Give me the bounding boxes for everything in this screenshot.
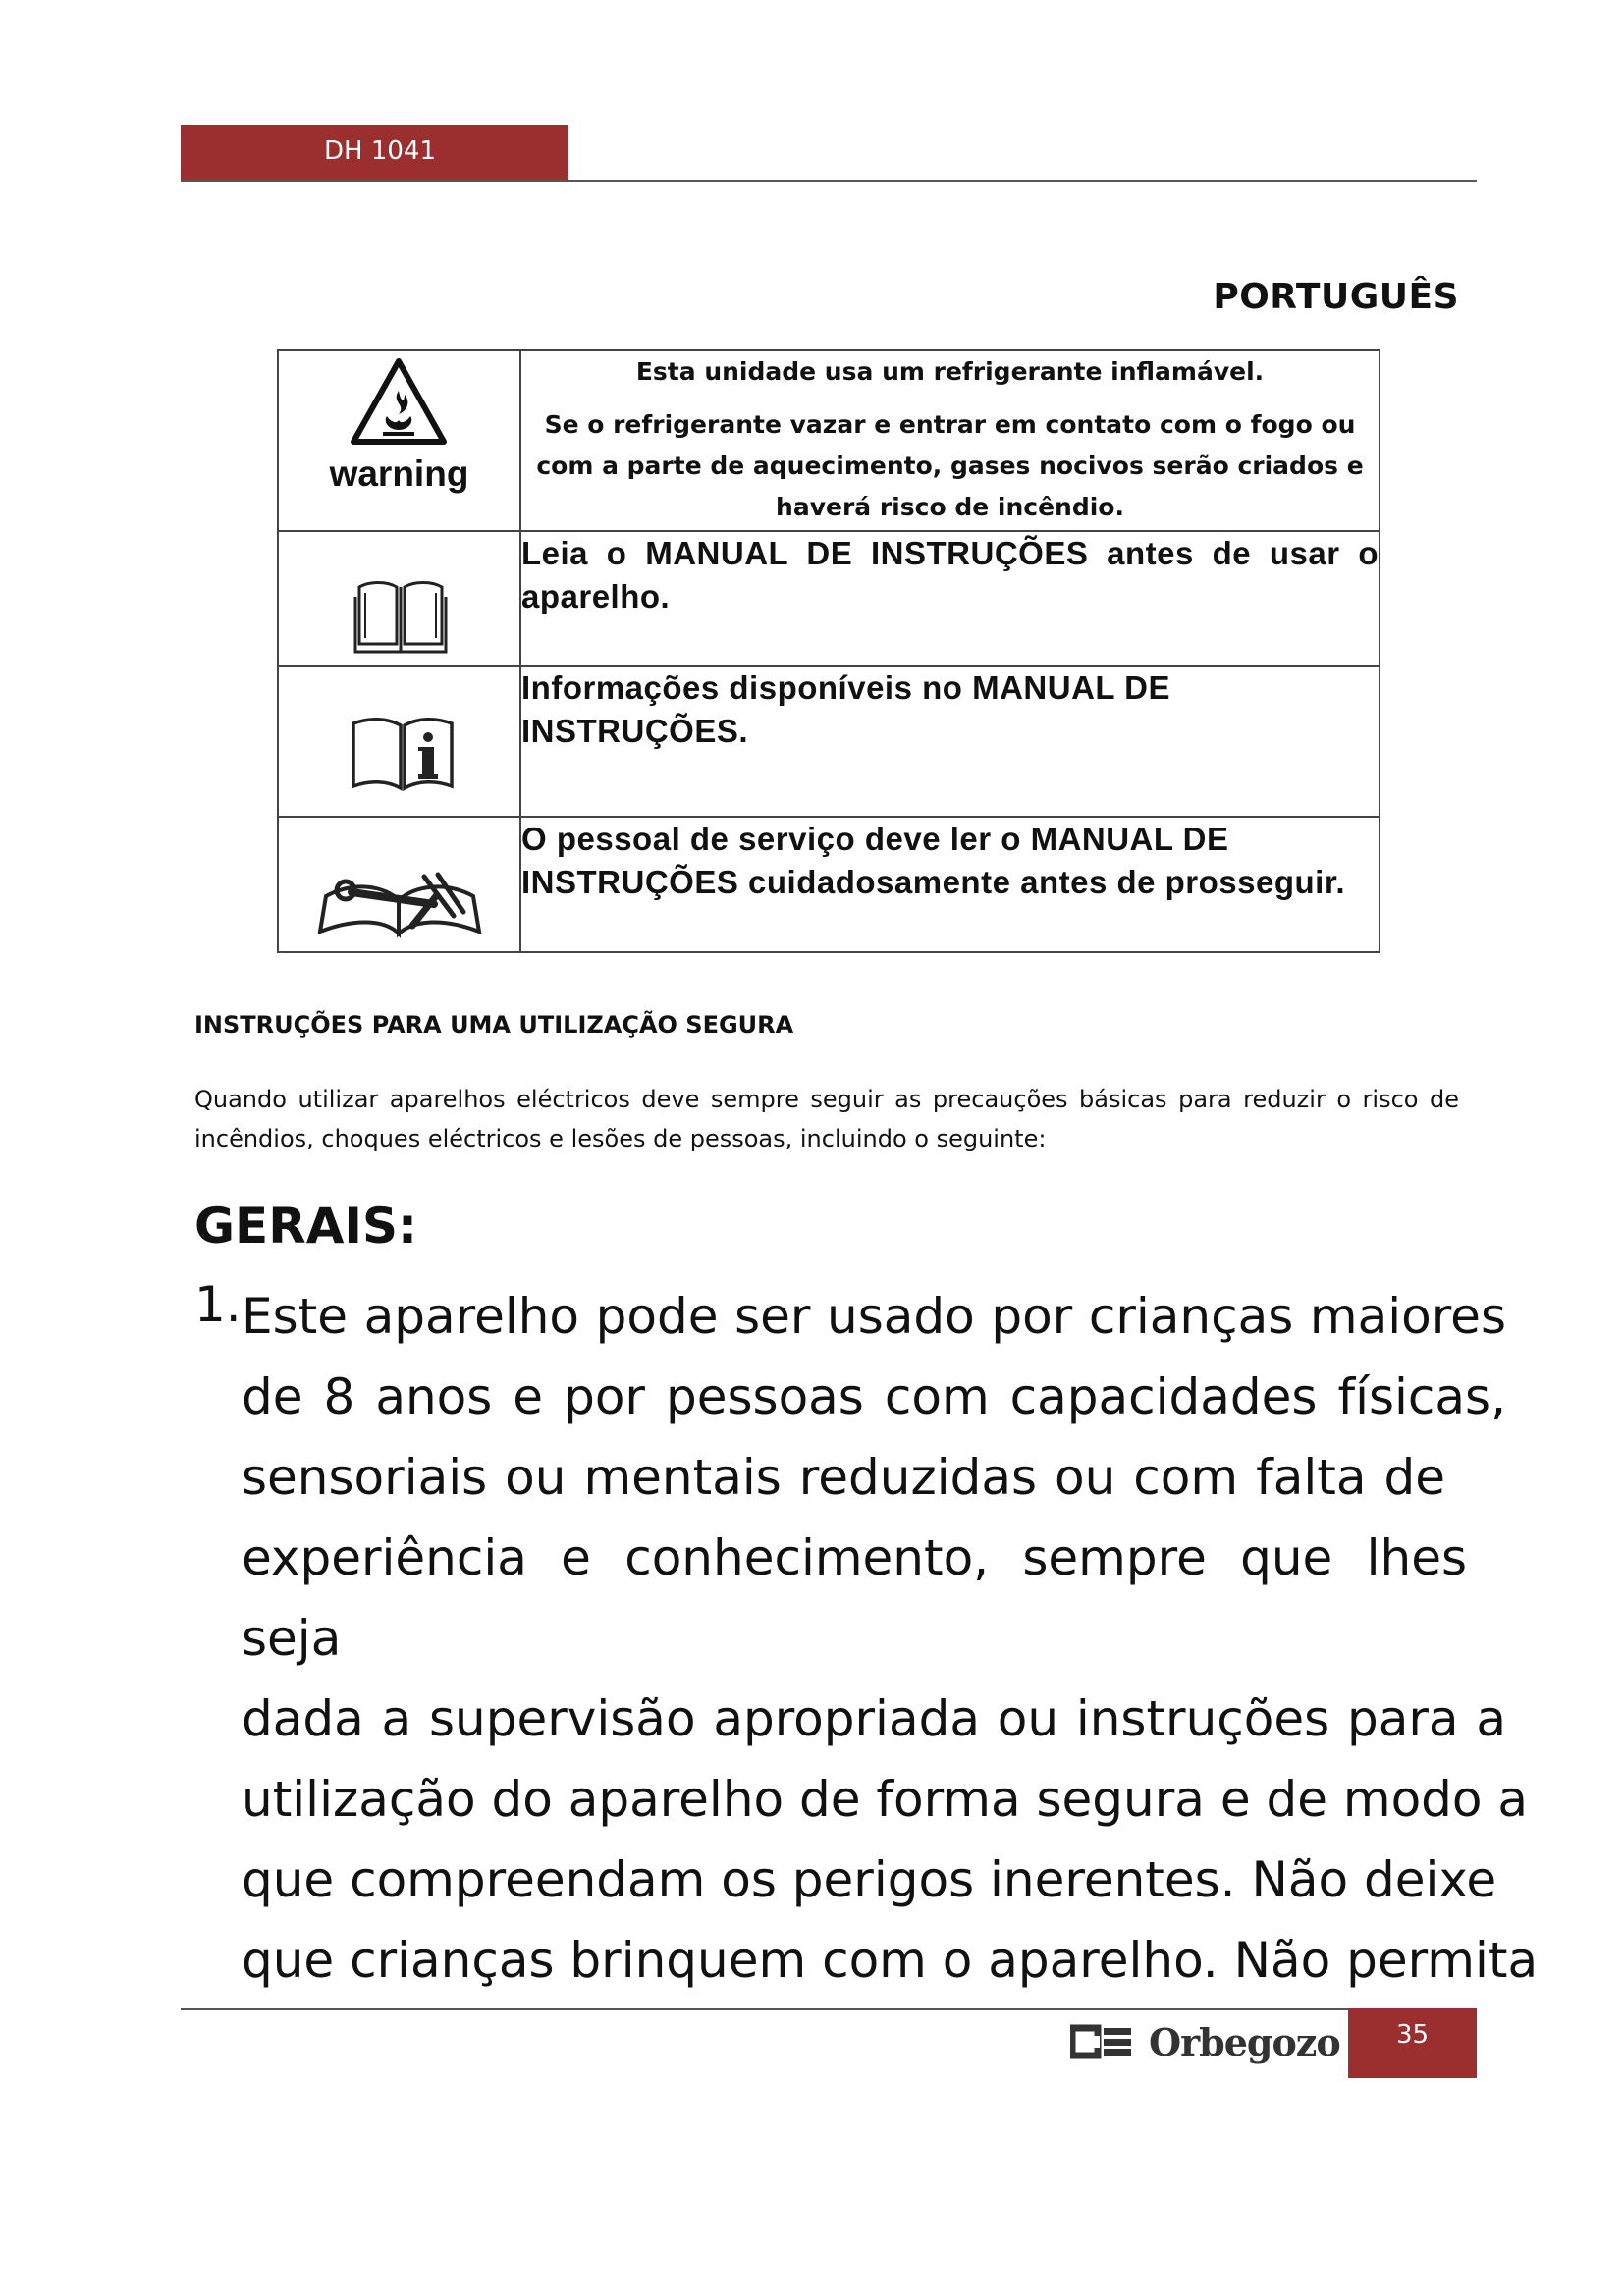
read-manual-text-cell bbox=[520, 531, 1380, 666]
model-number: DH 1041 bbox=[324, 136, 437, 166]
flammable-line1: Esta unidade usa um refrigerante inflamável. bbox=[635, 357, 1265, 386]
page-number: 35 bbox=[1395, 2020, 1430, 2050]
flammable-warning-icon bbox=[350, 357, 448, 448]
info-icon-cell bbox=[278, 666, 520, 817]
info-text-cell bbox=[520, 666, 1380, 817]
info-book-icon bbox=[350, 714, 456, 792]
general-item-1 bbox=[242, 1276, 1539, 2001]
header-model-tab bbox=[181, 125, 568, 180]
flammable-text-cell bbox=[520, 350, 1380, 531]
info-text: Informações disponíveis no MANUAL DE INSTRUÇÕES. bbox=[521, 669, 1170, 749]
warning-row-info bbox=[278, 666, 1380, 817]
brand-name: Orbegozo bbox=[1149, 2020, 1340, 2064]
language-label: PORTUGUÊS bbox=[1213, 277, 1459, 317]
warning-row-service bbox=[278, 817, 1380, 952]
brand-logo-icon bbox=[1070, 2024, 1133, 2059]
warning-row-read-manual bbox=[278, 531, 1380, 666]
general-heading: GERAIS: bbox=[194, 1198, 418, 1255]
manual-icon-cell bbox=[278, 531, 520, 666]
item-line: sensoriais ou mentais reduzidas ou com falta de bbox=[242, 1449, 1445, 1506]
read-manual-text: Leia o MANUAL DE INSTRUÇÕES antes de usar o aparelho. bbox=[521, 535, 1379, 614]
item-line: dada a supervisão apropriada ou instruções para a bbox=[242, 1690, 1506, 1747]
flammable-icon-cell bbox=[278, 350, 520, 531]
warning-label: warning bbox=[329, 454, 469, 494]
footer-divider bbox=[181, 2008, 1477, 2010]
service-text: O pessoal de serviço deve ler o MANUAL DE INSTRUÇÕES cuidadosamente antes de prosseguir. bbox=[521, 821, 1346, 900]
item-number: 1. bbox=[194, 1276, 242, 1333]
flammable-line2: Se o refrigerante vazar e entrar em contato com o fogo ou com a parte de aquecimento, gases nocivos serão criados e haverá risco de incêndio. bbox=[536, 410, 1364, 521]
manual-book-icon bbox=[353, 573, 448, 656]
section-title: INSTRUÇÕES PARA UMA UTILIZAÇÃO SEGURA bbox=[194, 1011, 794, 1039]
warning-row-flammable bbox=[278, 350, 1380, 531]
item-line: que crianças brinquem com o aparelho. Não permita bbox=[242, 1932, 1539, 1989]
service-icon-cell bbox=[278, 817, 520, 952]
warning-table bbox=[277, 349, 1380, 953]
item-line: que compreendam os perigos inerentes. Não deixe bbox=[242, 1851, 1497, 1908]
item-line: utilização do aparelho de forma segura e de modo a bbox=[242, 1771, 1529, 1828]
item-line: Este aparelho pode ser usado por crianças maiores bbox=[242, 1288, 1506, 1345]
service-manual-icon bbox=[316, 857, 483, 939]
footer-page-tab bbox=[1348, 2008, 1477, 2078]
item-line: experiência e conhecimento, sempre que lhes seja bbox=[242, 1529, 1467, 1667]
service-text-cell bbox=[520, 817, 1380, 952]
header-divider bbox=[181, 180, 1477, 182]
intro-paragraph: Quando utilizar aparelhos eléctricos deve sempre seguir as precauções básicas para reduzir o risco de incêndios, choques eléctricos e lesões de pessoas, incluindo o seguinte: bbox=[194, 1086, 1459, 1152]
item-line: de 8 anos e por pessoas com capacidades físicas, bbox=[242, 1368, 1506, 1425]
